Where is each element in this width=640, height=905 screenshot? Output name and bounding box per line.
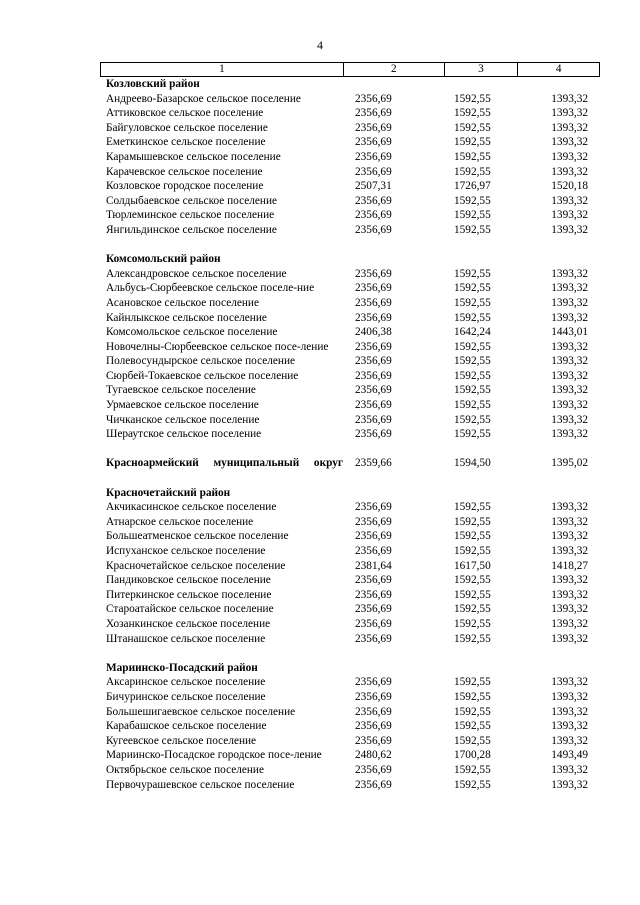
value-col3: 1592,55: [454, 676, 491, 689]
settlement-name: Еметкинское сельское поселение: [106, 136, 266, 149]
value-col3: 1592,55: [454, 501, 491, 514]
value-col2: 2480,62: [355, 749, 392, 762]
table-row: [100, 398, 600, 413]
value-col2: 2356,69: [355, 720, 392, 733]
value-col3: 1700,28: [454, 749, 491, 762]
settlement-name: Новочелны-Сюрбеевское сельское посе-ление: [106, 340, 329, 353]
value-col3: 1592,55: [454, 369, 491, 382]
value-col4: 1393,32: [551, 690, 588, 703]
value-col2: 2356,69: [355, 574, 392, 587]
table-row: [100, 675, 600, 690]
table-row: [100, 705, 600, 720]
table-row: [100, 208, 600, 223]
value-col4: 1395,02: [551, 457, 588, 470]
value-col4: 1393,32: [551, 340, 588, 353]
value-col2: 2356,69: [355, 428, 392, 441]
settlement-name: Шераутское сельское поселение: [106, 428, 262, 441]
table-row: [100, 690, 600, 705]
column-header-4: 4: [518, 63, 600, 76]
table-row: [100, 121, 600, 136]
value-col2: 2356,69: [355, 150, 392, 163]
value-col3: 1592,55: [454, 428, 491, 441]
value-col2: 2356,69: [355, 267, 392, 280]
section-rows: [100, 675, 600, 792]
column-header-2: 2: [344, 63, 445, 76]
value-col2: 2356,69: [355, 617, 392, 630]
value-col4: 1393,32: [551, 515, 588, 528]
spacer: [100, 646, 600, 661]
value-col4: 1393,32: [551, 574, 588, 587]
settlement-name: Акчикасинское сельское поселение: [106, 501, 277, 514]
value-col2: 2356,69: [355, 705, 392, 718]
value-col2: 2356,69: [355, 165, 392, 178]
spacer: [100, 442, 600, 457]
settlement-name: Козловское городское поселение: [106, 180, 264, 193]
value-col3: 1592,55: [454, 92, 491, 105]
table-row: [100, 296, 600, 311]
table-row: [100, 135, 600, 150]
value-col3: 1592,55: [454, 399, 491, 412]
settlement-name: Пандиковское сельское поселение: [106, 574, 271, 587]
value-col2: 2381,64: [355, 559, 392, 572]
table-row: [100, 632, 600, 647]
section-komsomolsky: [100, 252, 600, 442]
value-col4: 1393,32: [551, 428, 588, 441]
settlement-name: Полевосундырское сельское поселение: [106, 355, 296, 368]
value-col4: 1393,32: [551, 603, 588, 616]
value-col4: 1393,32: [551, 194, 588, 207]
settlement-name: Альбусь-Сюрбеевское сельское поселе-ние: [106, 282, 315, 295]
value-col4: 1393,32: [551, 121, 588, 134]
table-row: [100, 573, 600, 588]
value-col2: 2356,69: [355, 690, 392, 703]
value-col3: 1592,55: [454, 282, 491, 295]
table-row: [100, 106, 600, 121]
value-col3: 1592,55: [454, 296, 491, 309]
value-col3: 1617,50: [454, 559, 491, 572]
value-col4: 1393,32: [551, 107, 588, 120]
value-col2: 2356,69: [355, 136, 392, 149]
settlement-name: Питеркинское сельское поселение: [106, 588, 272, 601]
table-row: [100, 719, 600, 734]
value-col2: 2406,38: [355, 326, 392, 339]
value-col4: 1393,32: [551, 384, 588, 397]
value-col4: 1393,32: [551, 282, 588, 295]
value-col3: 1592,55: [454, 223, 491, 236]
table-row: [100, 325, 600, 340]
value-col3: 1592,55: [454, 690, 491, 703]
value-col3: 1592,55: [454, 632, 491, 645]
spacer: [100, 238, 600, 253]
value-col4: 1393,32: [551, 296, 588, 309]
table-row: [100, 588, 600, 603]
page-number: 4: [317, 38, 323, 52]
settlement-name: Октябрьское сельское поселение: [106, 763, 264, 776]
settlement-name: Хозанкинское сельское поселение: [106, 617, 271, 630]
table-row: [100, 179, 600, 194]
value-col4: 1393,32: [551, 136, 588, 149]
value-col2: 2356,69: [355, 194, 392, 207]
value-col2: 2356,69: [355, 384, 392, 397]
table-row: [100, 748, 600, 763]
settlement-name: Аттиковское сельское поселение: [106, 107, 264, 120]
value-col2: 2356,69: [355, 413, 392, 426]
table-row: [100, 194, 600, 209]
value-col2: 2359,66: [355, 457, 392, 470]
value-col4: 1393,32: [551, 413, 588, 426]
table-row: [100, 734, 600, 749]
table-row: [100, 354, 600, 369]
value-col2: 2356,69: [355, 296, 392, 309]
section-krasnoarmeysky: [100, 456, 600, 471]
settlement-name: Аксаринское сельское поселение: [106, 676, 266, 689]
settlement-name: Урмаевское сельское поселение: [106, 399, 259, 412]
table-row: [100, 223, 600, 238]
value-col4: 1393,32: [551, 369, 588, 382]
value-col2: 2356,69: [355, 209, 392, 222]
table-row: [100, 544, 600, 559]
settlement-name: Байгуловское сельское поселение: [106, 121, 268, 134]
settlement-name: Комсомольское сельское поселение: [106, 326, 278, 339]
value-col4: 1393,32: [551, 778, 588, 791]
table-row: [100, 763, 600, 778]
value-col3: 1592,55: [454, 574, 491, 587]
value-col4: 1393,32: [551, 311, 588, 324]
column-header-1: 1: [101, 63, 344, 76]
value-col2: 2356,69: [355, 92, 392, 105]
value-col3: 1592,55: [454, 209, 491, 222]
value-col3: 1592,55: [454, 515, 491, 528]
tariff-table: [100, 62, 600, 792]
value-col4: 1393,32: [551, 720, 588, 733]
settlement-name: Кайнлыкское сельское поселение: [106, 311, 267, 324]
table-row: [100, 515, 600, 530]
value-col3: 1592,55: [454, 413, 491, 426]
value-col3: 1592,55: [454, 763, 491, 776]
section-rows: [100, 92, 600, 238]
value-col4: 1393,32: [551, 150, 588, 163]
value-col3: 1592,55: [454, 720, 491, 733]
table-row: [100, 150, 600, 165]
value-col2: 2356,69: [355, 340, 392, 353]
table-row: [100, 529, 600, 544]
section-title: Комсомольский район: [106, 253, 221, 266]
settlement-name: Бичуринское сельское поселение: [106, 690, 266, 703]
settlement-name: Штанашское сельское поселение: [106, 632, 266, 645]
value-col2: 2356,69: [355, 530, 392, 543]
settlement-name: Карачевское сельское поселение: [106, 165, 263, 178]
value-col4: 1393,32: [551, 165, 588, 178]
value-col4: 1443,01: [551, 326, 588, 339]
value-col2: 2356,69: [355, 515, 392, 528]
value-col4: 1393,32: [551, 545, 588, 557]
value-col4: 1393,32: [551, 209, 588, 222]
value-col3: 1592,55: [454, 778, 491, 791]
table-row: [100, 456, 600, 471]
table-row: [100, 617, 600, 632]
value-col3: 1592,55: [454, 194, 491, 207]
spacer: [100, 471, 600, 486]
value-col3: 1592,55: [454, 340, 491, 353]
value-col3: 1592,55: [454, 121, 491, 134]
value-col4: 1393,32: [551, 734, 588, 747]
value-col2: 2356,69: [355, 107, 392, 120]
value-col3: 1592,55: [454, 150, 491, 163]
section-title: Мариинско-Посадский район: [106, 661, 258, 674]
value-col4: 1393,32: [551, 501, 588, 514]
district-name: [100, 456, 343, 471]
value-col3: 1726,97: [454, 180, 491, 193]
section-title: Красночетайский район: [106, 486, 231, 499]
section-rows: [100, 267, 600, 442]
settlement-name: Испуханское сельское поселение: [106, 545, 266, 557]
value-col4: 1393,32: [551, 223, 588, 236]
table-row: [100, 602, 600, 617]
table-row: [100, 340, 600, 355]
settlement-name: Чичканское сельское поселение: [106, 413, 260, 426]
section-krasnochetaysky: [100, 486, 600, 647]
table-row: [100, 165, 600, 180]
table-row: [100, 383, 600, 398]
value-col4: 1393,32: [551, 267, 588, 280]
section-mariinsko-posadsky: [100, 661, 600, 792]
settlement-name: Карамышевское сельское поселение: [106, 150, 281, 163]
settlement-name: Сюрбей-Токаевское сельское поселение: [106, 369, 299, 382]
settlement-name: Красночетайское сельское поселение: [106, 559, 286, 572]
settlement-name: Тугаевское сельское поселение: [106, 384, 256, 397]
settlement-name: Большешигаевское сельское поселение: [106, 705, 296, 718]
value-col3: 1592,55: [454, 136, 491, 149]
value-col4: 1493,49: [551, 749, 588, 762]
section-kozlovsky: [100, 77, 600, 238]
settlement-name: Карабашское сельское поселение: [106, 720, 267, 733]
value-col4: 1393,32: [551, 355, 588, 368]
settlement-name: Мариинско-Посадское городское посе-ление: [106, 749, 322, 762]
table-row: [100, 559, 600, 574]
value-col4: 1520,18: [551, 180, 588, 193]
table-row: [100, 281, 600, 296]
value-col4: 1393,32: [551, 676, 588, 689]
value-col2: 2356,69: [355, 632, 392, 645]
settlement-name: Староатайское сельское поселение: [106, 603, 274, 616]
district-name-text: Красноармейский муниципальный округ: [106, 457, 343, 470]
value-col2: 2356,69: [355, 311, 392, 324]
value-col3: 1592,55: [454, 603, 491, 616]
value-col3: 1592,55: [454, 617, 491, 630]
value-col2: 2356,69: [355, 355, 392, 368]
table-row: [100, 778, 600, 793]
value-col2: 2356,69: [355, 588, 392, 601]
value-col4: 1393,32: [551, 399, 588, 412]
section-title: Козловский район: [106, 78, 200, 90]
settlement-name: Асановское сельское поселение: [106, 296, 259, 309]
value-col2: 2356,69: [355, 501, 392, 514]
settlement-name: Янгильдинское сельское поселение: [106, 223, 277, 236]
value-col2: 2356,69: [355, 676, 392, 689]
settlement-name: Александровское сельское поселение: [106, 267, 287, 280]
value-col4: 1418,27: [551, 559, 588, 572]
column-header-3: 3: [445, 63, 519, 76]
value-col3: 1592,55: [454, 734, 491, 747]
table-header-row: [100, 62, 600, 77]
settlement-name: Солдыбаевское сельское поселение: [106, 194, 278, 207]
value-col3: 1592,55: [454, 545, 491, 557]
value-col4: 1393,32: [551, 588, 588, 601]
value-col2: 2356,69: [355, 763, 392, 776]
value-col3: 1592,55: [454, 384, 491, 397]
value-col3: 1592,55: [454, 267, 491, 280]
settlement-name: Андреево-Базарское сельское поселение: [106, 92, 301, 105]
table-row: [100, 500, 600, 515]
settlement-name: Первочурашевское сельское поселение: [106, 778, 295, 791]
value-col3: 1642,24: [454, 326, 491, 339]
table-row: [100, 267, 600, 282]
value-col2: 2356,69: [355, 369, 392, 382]
value-col2: 2356,69: [355, 223, 392, 236]
section-rows: [100, 500, 600, 646]
value-col3: 1594,50: [454, 457, 491, 470]
table-row: [100, 92, 600, 107]
value-col4: 1393,32: [551, 705, 588, 718]
settlement-name: Большеатменское сельское поселение: [106, 530, 289, 543]
value-col2: 2507,31: [355, 180, 392, 193]
value-col2: 2356,69: [355, 399, 392, 412]
value-col3: 1592,55: [454, 355, 491, 368]
value-col2: 2356,69: [355, 603, 392, 616]
value-col4: 1393,32: [551, 92, 588, 105]
table-row: [100, 427, 600, 442]
table-row: [100, 369, 600, 384]
value-col3: 1592,55: [454, 311, 491, 324]
value-col2: 2356,69: [355, 121, 392, 134]
value-col3: 1592,55: [454, 588, 491, 601]
value-col3: 1592,55: [454, 705, 491, 718]
settlement-name: Атнарское сельское поселение: [106, 515, 254, 528]
value-col2: 2356,69: [355, 282, 392, 295]
table-row: [100, 413, 600, 428]
value-col4: 1393,32: [551, 617, 588, 630]
settlement-name: Кугеевское сельское поселение: [106, 734, 257, 747]
value-col4: 1393,32: [551, 763, 588, 776]
value-col3: 1592,55: [454, 530, 491, 543]
value-col2: 2356,69: [355, 778, 392, 791]
value-col4: 1393,32: [551, 530, 588, 543]
settlement-name: Тюрлеминское сельское поселение: [106, 209, 275, 222]
value-col3: 1592,55: [454, 165, 491, 178]
table-row: [100, 311, 600, 326]
value-col2: 2356,69: [355, 734, 392, 747]
value-col2: 2356,69: [355, 545, 392, 557]
value-col3: 1592,55: [454, 107, 491, 120]
value-col4: 1393,32: [551, 632, 588, 645]
